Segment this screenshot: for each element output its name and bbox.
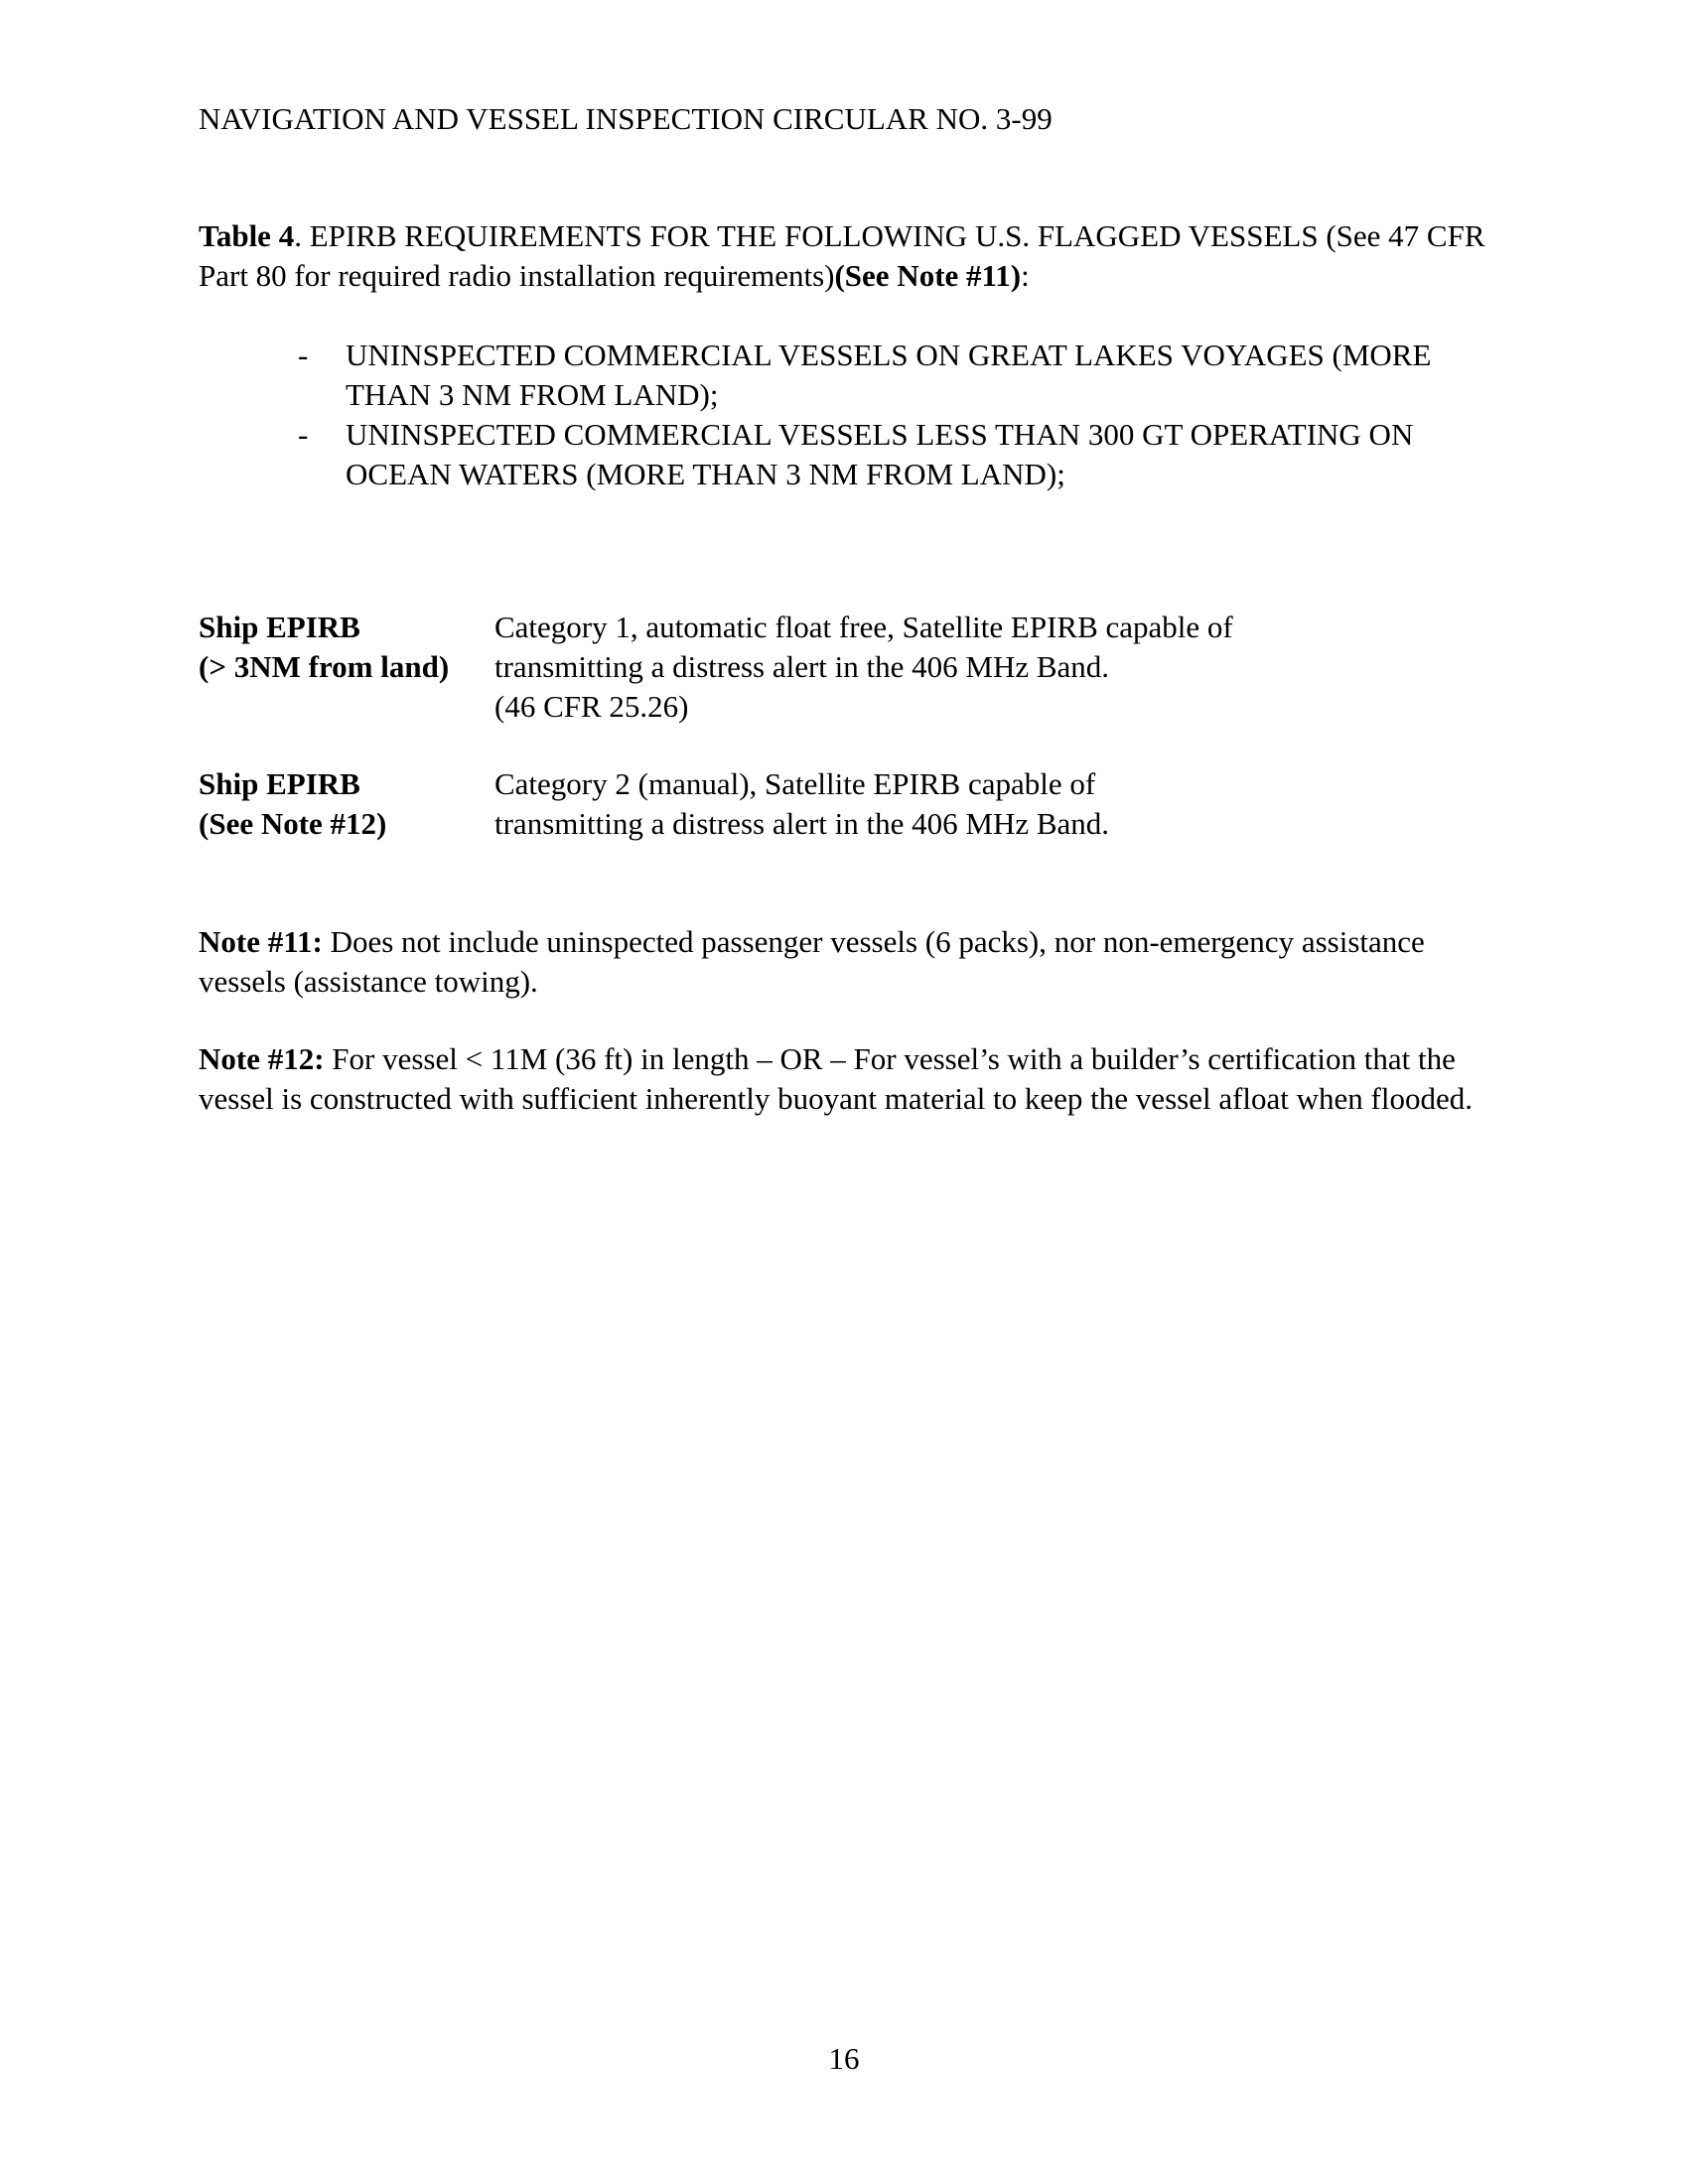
- table-caption-note-ref: (See Note #11): [834, 258, 1022, 293]
- requirement-label-line: Ship EPIRB: [199, 766, 360, 801]
- running-header: NAVIGATION AND VESSEL INSPECTION CIRCULAR NO. 3-99: [199, 101, 1053, 136]
- requirement-label-line: (> 3NM from land): [199, 649, 450, 684]
- note-label: Note #12:: [199, 1041, 325, 1076]
- requirement-label-line: (See Note #12): [199, 806, 387, 841]
- epirb-requirements-table: [199, 608, 1489, 882]
- vessel-type-list: [199, 336, 1489, 494]
- page-number: 16: [828, 2041, 860, 2076]
- table-caption-text: . EPIRB REQUIREMENTS FOR THE FOLLOWING U.S. FLAGGED VESSELS (See 47 CFR Part 80 for required radio installation requirements): [199, 218, 1485, 293]
- requirement-label: [199, 608, 494, 727]
- note-text: Does not include uninspected passenger vessels (6 packs), nor non-emergency assistance vessels (assistance towing).: [199, 924, 1425, 999]
- note-12: [199, 1039, 1489, 1119]
- requirement-row: [199, 608, 1489, 727]
- note-text: For vessel < 11M (36 ft) in length – OR – For vessel’s with a builder’s certification that the vessel is constructed with sufficient inherently buoyant material to keep the vessel afloat when flooded.: [199, 1041, 1473, 1116]
- table-caption-label: Table 4: [199, 218, 295, 253]
- vessel-type-text: UNINSPECTED COMMERCIAL VESSELS LESS THAN 300 GT OPERATING ON OCEAN WATERS (MORE THAN 3 NM FROM LAND);: [346, 417, 1414, 491]
- requirement-description-line: transmitting a distress alert in the 406 MHz Band.: [494, 806, 1110, 841]
- requirement-description: [494, 764, 1489, 844]
- note-label: Note #11:: [199, 924, 323, 959]
- dash-bullet: -: [298, 417, 309, 452]
- requirement-description-line: transmitting a distress alert in the 406 MHz Band.: [494, 649, 1110, 684]
- vessel-type-item: [199, 415, 1489, 494]
- vessel-type-item: [199, 336, 1489, 415]
- table-caption-colon: :: [1021, 258, 1030, 293]
- requirement-citation: (46 CFR 25.26): [494, 689, 689, 724]
- requirement-description-line: Category 1, automatic float free, Satellite EPIRB capable of: [494, 610, 1233, 644]
- requirement-label-line: Ship EPIRB: [199, 610, 360, 644]
- note-11: [199, 922, 1489, 1002]
- requirement-row: [199, 764, 1489, 844]
- dash-bullet: -: [298, 338, 309, 372]
- requirement-description-line: Category 2 (manual), Satellite EPIRB capable of: [494, 766, 1096, 801]
- table-caption: [199, 216, 1489, 296]
- requirement-label: [199, 764, 494, 844]
- vessel-type-text: UNINSPECTED COMMERCIAL VESSELS ON GREAT LAKES VOYAGES (MORE THAN 3 NM FROM LAND);: [346, 338, 1432, 412]
- requirement-description: [494, 608, 1489, 727]
